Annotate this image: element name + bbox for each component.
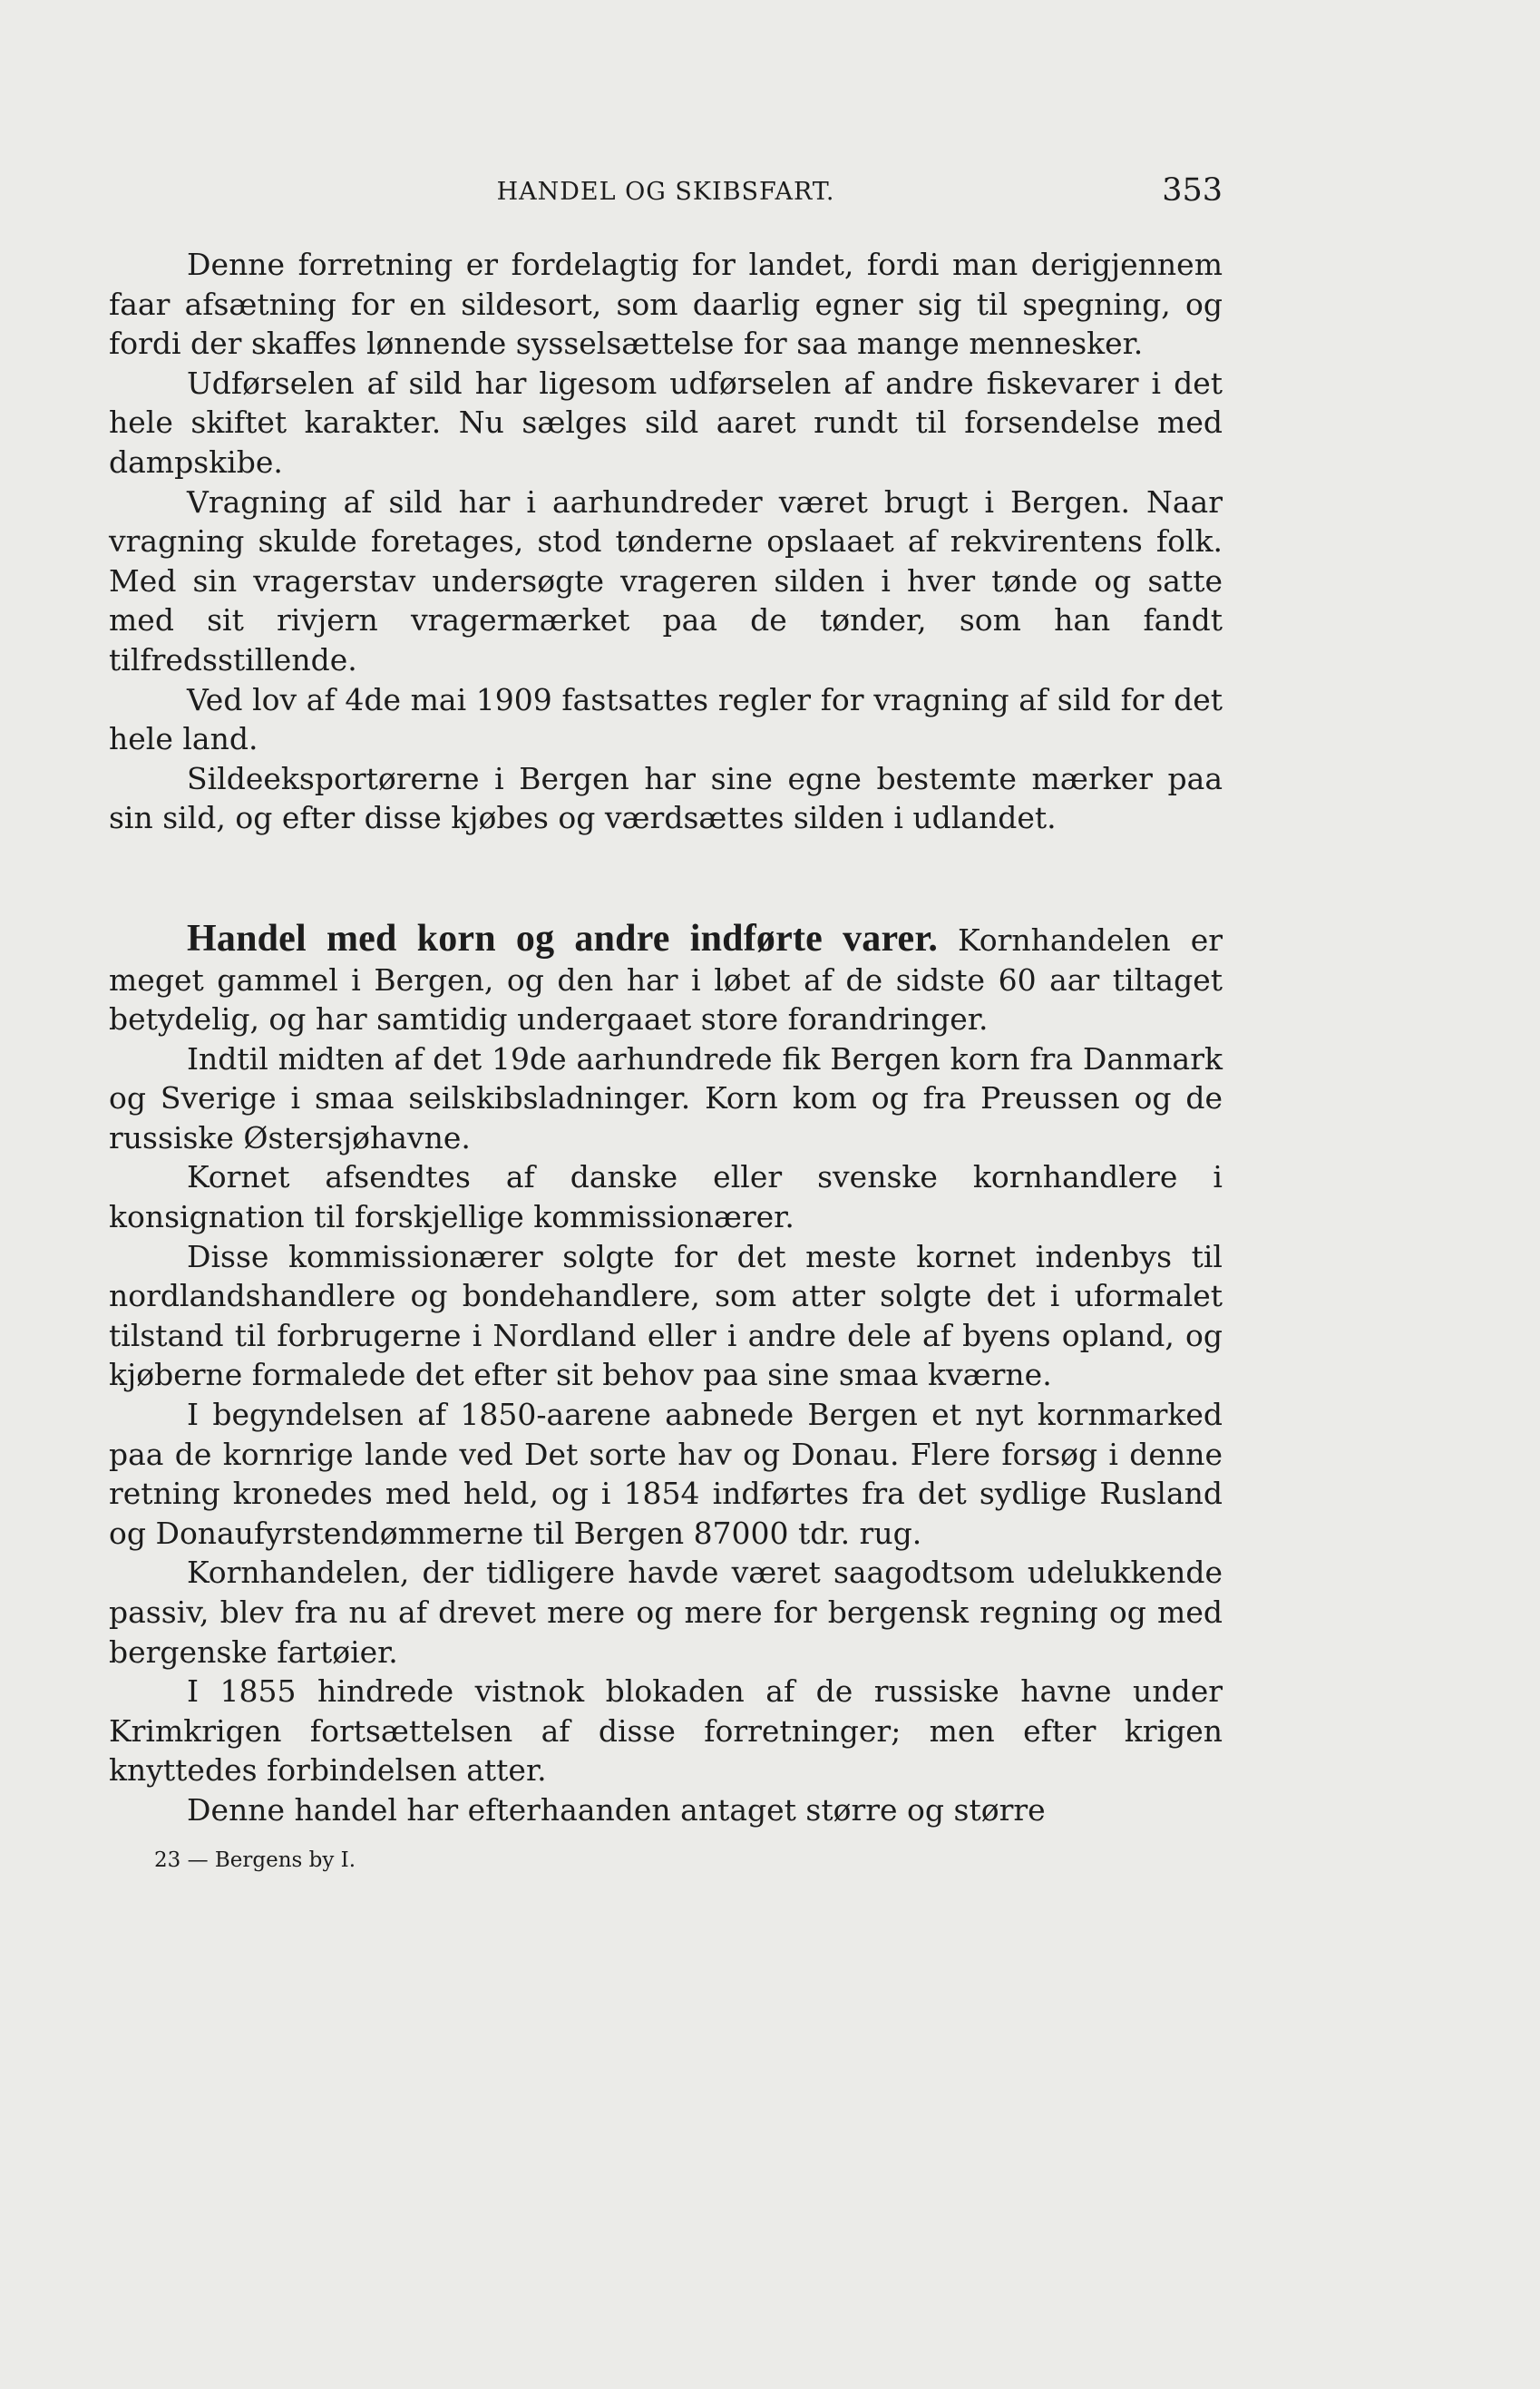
paragraph: Sildeeksportørerne i Bergen har sine egne bestemte mærker paa sin sild, og efter disse kjøbes og værdsættes silden i udlandet. <box>109 760 1223 836</box>
paragraph: Denne forretning er fordelagtig for landet, fordi man derigjennem faar afsætning for en sildesort, som daarlig egner sig til spegning, og fordi der skaffes lønnende sysselsættelse for saa mange mennesker. <box>109 247 1223 362</box>
paragraph: Ved lov af 4de mai 1909 fastsattes regler for vragning af sild for det hele land. <box>109 681 1223 757</box>
body-text <box>109 245 1223 1874</box>
running-head: HANDEL OG SKIBSFART. <box>496 178 835 206</box>
paragraph: Kornhandelen, der tidligere havde været saagodtsom udelukkende passiv, blev fra nu af drevet mere og mere for bergensk regning og med bergenske fartøier. <box>109 1555 1223 1670</box>
paragraph: Vragning af sild har i aarhundreder været brugt i Bergen. Naar vragning skulde foretages, stod tønderne opslaaet af rekvirentens folk. Med sin vragerstav undersøgte vrageren silden i hver tønde og satte med sit rivjern vragermærket paa de tønder, som han fandt tilfredsstillende. <box>109 483 1223 678</box>
paragraph: I begyndelsen af 1850-aarene aabnede Bergen et nyt kornmarked paa de kornrige lande ved Det sorte hav og Donau. Flere forsøg i denne retning kronedes med held, og i 1854 indførtes fra det sydlige Rusland og Donaufyrstendømmerne til Bergen 87000 tdr. rug. <box>109 1397 1223 1551</box>
section-intro-text: Kornhandelen er meget gammel i Bergen, og den har i løbet af de sidste 60 aar tiltaget betydelig, og har samtidig undergaaet store forandringer. <box>109 921 1223 1038</box>
paragraph: Denne handel har efterhaanden antaget større og større <box>187 1791 1046 1828</box>
footer-signature: 23 — Bergens by I. <box>154 1848 356 1872</box>
page-header <box>109 171 1223 216</box>
section-heading: Handel med korn og andre indførte varer. <box>187 917 939 960</box>
paragraph: Disse kommissionærer solgte for det meste kornet indenbys til nordlandshandlere og bondehandlere, som atter solgte det i uformalet tilstand til forbrugerne i Nordland eller i andre dele af byens opland, og kjøberne formalede det efter sit behov paa sine smaa kværne. <box>109 1238 1223 1393</box>
paragraph: Udførselen af sild har ligesom udførselen af andre fiskevarer i det hele skiftet karakter. Nu sælges sild aaret rundt til forsendelse med dampskibe. <box>109 365 1223 480</box>
section-intro-paragraph <box>109 917 1223 1039</box>
paragraph: Kornet afsendtes af danske eller svenske kornhandlere i konsignation til forskjellige kommissionærer. <box>109 1159 1223 1235</box>
paragraph: Indtil midten af det 19de aarhundrede fik Bergen korn fra Danmark og Sverige i smaa seilskibsladninger. Korn kom og fra Preussen og de russiske Østersjøhavne. <box>109 1040 1223 1155</box>
paragraph: I 1855 hindrede vistnok blokaden af de russiske havne under Krimkrigen fortsættelsen af disse forretninger; men efter krigen knyttedes forbindelsen atter. <box>109 1673 1223 1789</box>
page-number: 353 <box>1162 172 1223 209</box>
